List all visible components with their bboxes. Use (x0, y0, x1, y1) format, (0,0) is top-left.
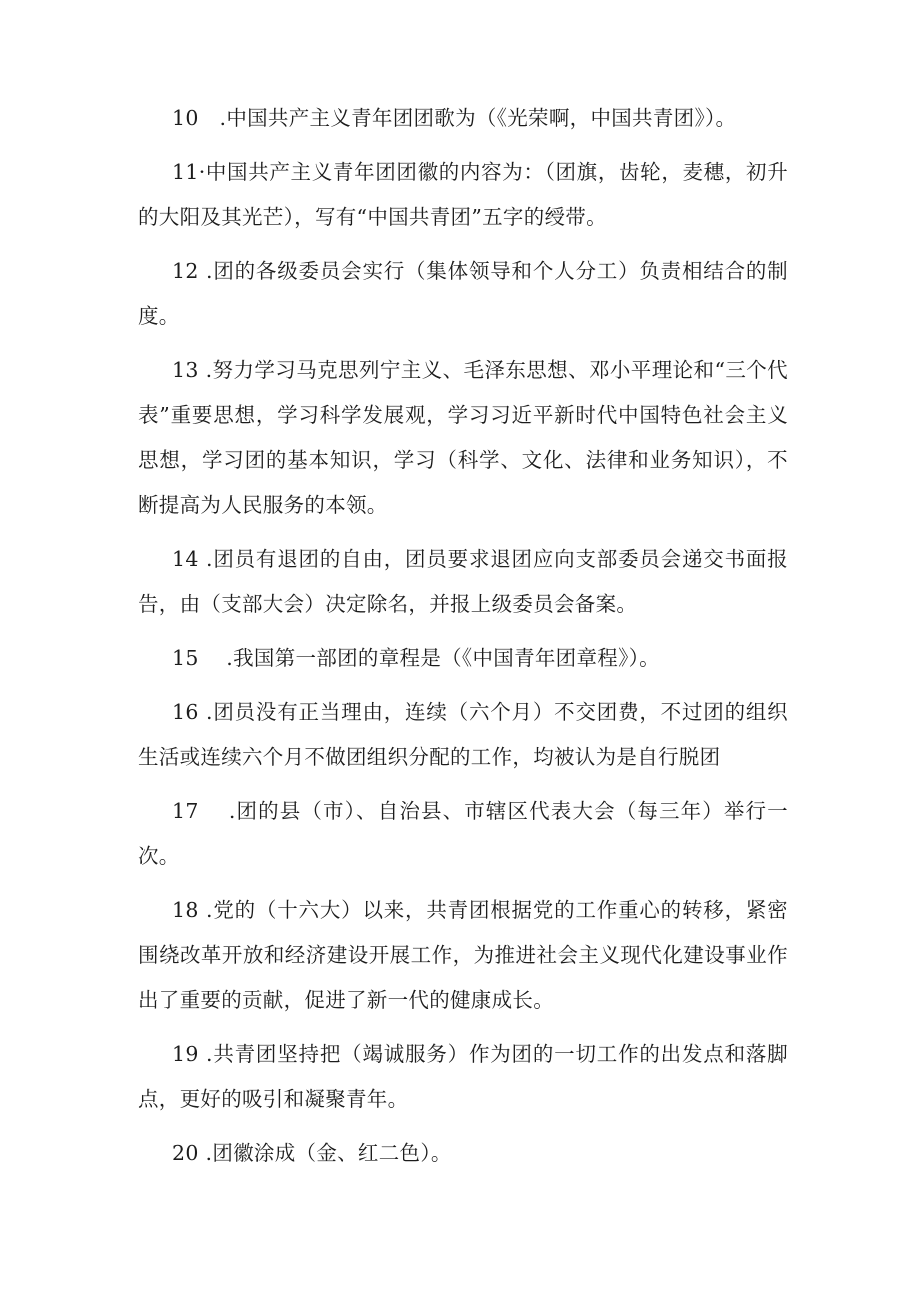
item-text: 团徽涂成（金、红二色）。 (212, 1141, 452, 1165)
item-number: 14 (172, 547, 199, 571)
item-separator: . (198, 106, 227, 130)
list-item (138, 96, 788, 141)
item-number: 20 (172, 1141, 199, 1165)
item-separator: . (198, 259, 213, 283)
item-number: 15 (172, 646, 199, 670)
item-separator: . (198, 799, 236, 823)
item-text: 党的（十六大）以来，共青团根据党的工作重心的转移，紧密围绕改革开放和经济建设开展工作，为推进社会主义现代化建设事业作出了重要的贡献，促进了新一代的健康成长。 (138, 898, 788, 1012)
item-separator: . (198, 646, 234, 670)
list-item (138, 1032, 788, 1122)
list-item (138, 636, 788, 681)
item-number: 19 (172, 1042, 199, 1066)
item-text: 团员没有正当理由，连续（六个月）不交团费，不过团的组织生活或连续六个月不做团组织分配的工作，均被认为是自行脱团 (138, 700, 788, 769)
item-text: 团的县（市）、自治县、市辖区代表大会（每三年）举行一次。 (138, 799, 788, 868)
list-item (138, 690, 788, 780)
item-text: 我国第一部团的章程是（《中国青年团章程》）。 (233, 646, 660, 670)
item-text: 中国共产主义青年团团徽的内容为：（团旗，齿轮，麦穗，初升的大阳及其光芒），写有“中国共青团”五字的绶带。 (138, 160, 788, 229)
item-text: 共青团坚持把（竭诚服务）作为团的一切工作的出发点和落脚点，更好的吸引和凝聚青年。 (138, 1042, 788, 1111)
document-body (138, 96, 788, 1185)
item-text: 中国共产主义青年团团歌为（《光荣啊，中国共青团》）。 (226, 106, 737, 130)
item-number: 16 (172, 700, 199, 724)
list-item (138, 1131, 788, 1176)
list-item (138, 249, 788, 339)
item-number: 17 (172, 799, 199, 823)
item-number: 18 (172, 898, 199, 922)
item-separator: . (198, 1042, 213, 1066)
list-item (138, 888, 788, 1023)
list-item (138, 537, 788, 627)
item-separator: . (198, 898, 213, 922)
item-separator: . (198, 1141, 213, 1165)
item-separator: . (198, 547, 213, 571)
item-text: 团的各级委员会实行（集体领导和个人分工）负责相结合的制度。 (138, 259, 788, 328)
list-item (138, 789, 788, 879)
item-text: 团员有退团的自由，团员要求退团应向支部委员会递交书面报告，由（支部大会）决定除名，并报上级委员会备案。 (138, 547, 788, 616)
item-separator: . (198, 700, 213, 724)
item-number: 12 (172, 259, 199, 283)
item-text: 努力学习马克思列宁主义、毛泽东思想、邓小平理论和“三个代表”重要思想，学习科学发展观，学习习近平新时代中国特色社会主义思想，学习团的基本知识，学习（科学、文化、法律和业务知识），不断提高为人民服务的本领。 (138, 358, 788, 517)
list-item (138, 150, 788, 240)
item-separator: · (198, 160, 206, 184)
item-number: 13 (172, 358, 199, 382)
item-number: 10 (172, 106, 199, 130)
item-number: 11 (172, 160, 199, 184)
item-separator: . (198, 358, 213, 382)
list-item (138, 348, 788, 528)
